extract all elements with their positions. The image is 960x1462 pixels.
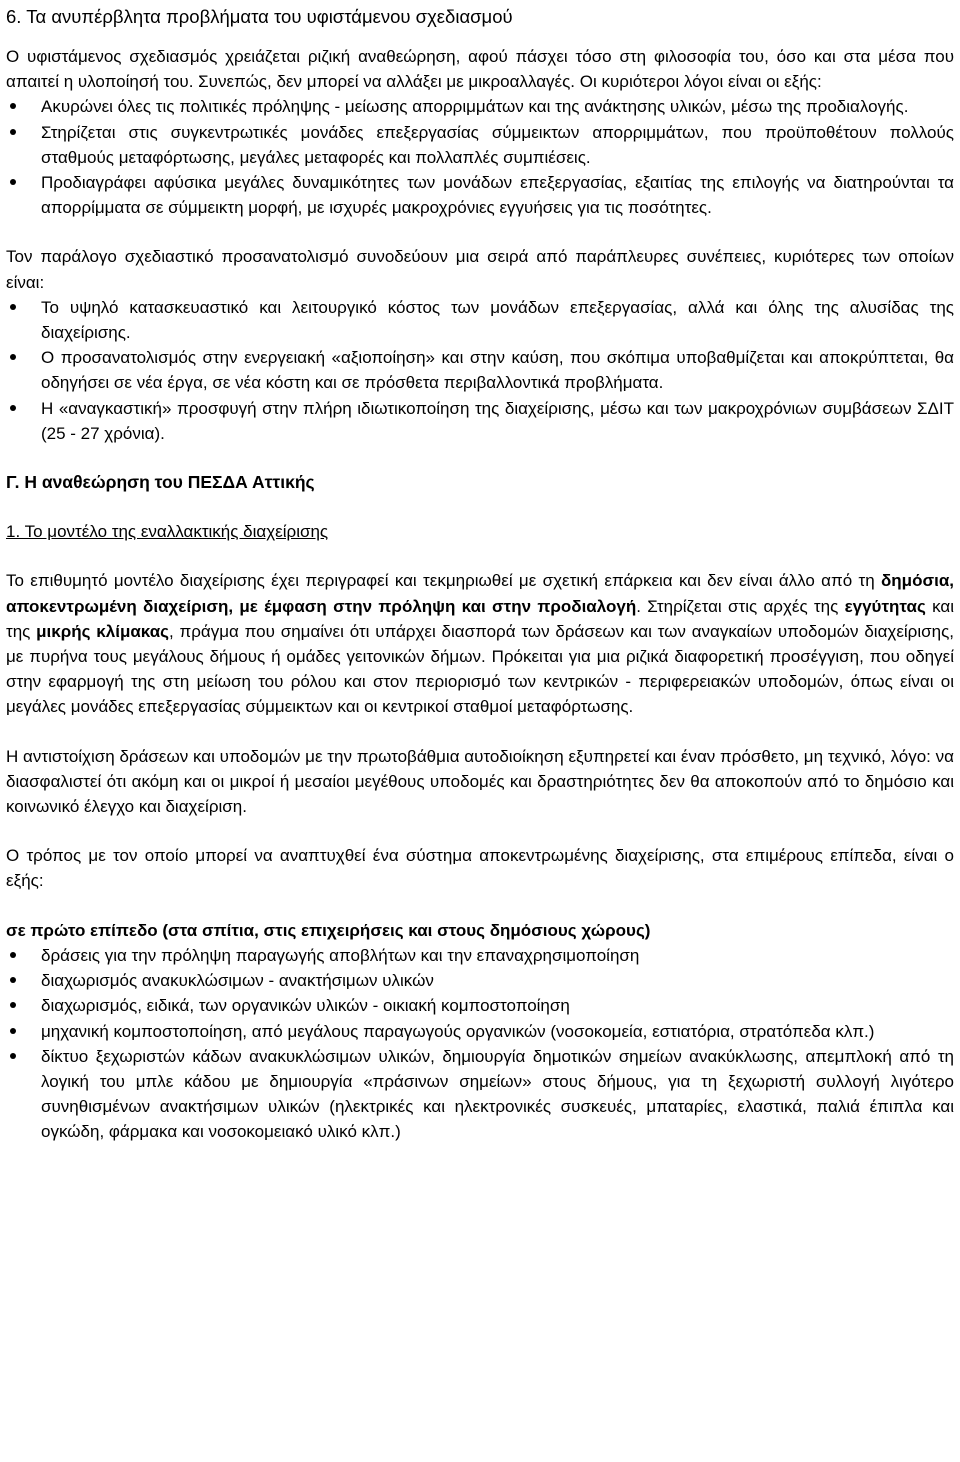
reasons-list (6, 94, 954, 220)
section-c-title: Γ. Η αναθεώρηση του ΠΕΣΔΑ Αττικής (6, 472, 315, 493)
correspondence-paragraph: Η αντιστοίχιση δράσεων και υποδομών με την πρωτοβάθμια αυτοδιοίκηση εξυπηρετεί και έναν πρόσθετο, μη τεχνικό, λόγο: να διασφαλιστεί ότι ακόμη και οι μικροί ή μεσαίοι μεγέθους υποδομές και δραστηριότητες δεν θα αποκοπούν από το δημόσιο και κοινωνικό έλεγχο και διαχείριση. (6, 746, 954, 817)
section-c-subtitle: 1. Το μοντέλο της εναλλακτικής διαχείρισης (6, 522, 329, 542)
model-bold-2: εγγύτητας (844, 596, 926, 616)
method-paragraph: Ο τρόπος με τον οποίο μπορεί να αναπτυχθεί ένα σύστημα αποκεντρωμένης διαχείρισης, στα επιμέρους επίπεδα, είναι ο εξής: (6, 846, 954, 891)
model-bold-1: δημόσια, αποκεντρωμένη διαχείριση, με έμφαση στην πρόληψη και στην προδιαλογή (6, 571, 954, 616)
list-item: μηχανική κομποστοποίηση, από μεγάλους παραγωγούς οργανικών (νοσοκομεία, εστιατόρια, στρατόπεδα κλπ.) (6, 1019, 954, 1044)
model-text-4: , πράγμα που σημαίνει ότι υπάρχει διασπορά των δράσεων και των αναγκαίων υποδομών διαχείρισης, με πυρήνα τους μεγάλους δήμους ή ομάδες γειτονικών δήμων. Πρόκειται για μια ριζικά διαφορετική προσέγγιση, που οδηγεί στην εφαρμογή της στη μείωση του ρόλου και στον περιορισμό των κεντρικών - περιφερειακών υποδομών, όπως είναι οι μεγάλες μονάδες επεξεργασίας σύμμεικτων και οι κεντρικοί σταθμοί μεταφόρτωσης. (6, 621, 954, 717)
level-1-title: σε πρώτο επίπεδο (στα σπίτια, στις επιχειρήσεις και στους δημόσιους χώρους) (6, 920, 651, 940)
list-item: Στηρίζεται στις συγκεντρωτικές μονάδες επεξεργασίας σύμμεικτων απορριμμάτων, που προϋποθέτουν πολλούς σταθμούς μεταφόρτωσης, μεγάλες μεταφορές και πολλαπλές συμπιέσεις. (6, 120, 954, 170)
consequences-intro: Τον παράλογο σχεδιαστικό προσανατολισμό συνοδεύουν μια σειρά από παράπλευρες συνέπειες, κυριότερες των οποίων είναι: (6, 247, 954, 292)
consequences-list (6, 295, 954, 446)
list-item: Η «αναγκαστική» προσφυγή στην πλήρη ιδιωτικοποίηση της διαχείρισης, μέσω και των μακροχρόνιων συμβάσεων ΣΔΙΤ (25 - 27 χρόνια). (6, 396, 954, 446)
list-item: Ακυρώνει όλες τις πολιτικές πρόληψης - μείωσης απορριμμάτων και της ανάκτησης υλικών, μέσω της προδιαλογής. (6, 94, 954, 119)
list-item: Το υψηλό κατασκευαστικό και λειτουργικό κόστος των μονάδων επεξεργασίας, αλλά και όλης της αλυσίδας της διαχείρισης. (6, 295, 954, 345)
section-6-title: 6. Τα ανυπέρβλητα προβλήματα του υφιστάμενου σχεδιασμού (6, 6, 513, 27)
list-item: δίκτυο ξεχωριστών κάδων ανακυκλώσιμων υλικών, δημιουργία δημοτικών σημείων ανακύκλωσης, απεμπλοκή από τη λογική του μπλε κάδου με δημιουργία «πράσινων σημείων» στους δήμους, για τη ξεχωριστή συλλογή λιγότερο συνηθισμένων ανακτήσιμων υλικών (ηλεκτρικές και ηλεκτρονικές συσκευές, μπαταρίες, ελαστικά, παλιά έπιπλα και ογκώδη, φάρμακα και νοσοκομειακό υλικό κλπ.) (6, 1044, 954, 1145)
model-paragraph (6, 568, 954, 719)
model-text-3: και της (6, 596, 955, 641)
list-item: διαχωρισμός, ειδικά, των οργανικών υλικών - οικιακή κομποστοποίηση (6, 993, 954, 1018)
section-6-intro: Ο υφιστάμενος σχεδιασμός χρειάζεται ριζική αναθεώρηση, αφού πάσχει τόσο στη φιλοσοφία του, όσο και στα μέσα που απαιτεί η υλοποίησή του. Συνεπώς, δεν μπορεί να αλλάξει με μικροαλλαγές. Οι κυριότεροι λόγοι είναι οι εξής: (6, 47, 954, 92)
model-bold-3: μικρής κλίμακας (36, 621, 170, 641)
level-1-list (6, 943, 954, 1145)
list-item: δράσεις για την πρόληψη παραγωγής αποβλήτων και την επαναχρησιμοποίηση (6, 943, 954, 968)
list-item: Προδιαγράφει αφύσικα μεγάλες δυναμικότητες των μονάδων επεξεργασίας, εξαιτίας της επιλογής να διατηρούνται τα απορρίμματα σε σύμμεικτη μορφή, με ισχυρές μακροχρόνιες εγγυήσεις για τις ποσότητες. (6, 170, 954, 220)
model-text-2: . Στηρίζεται στις αρχές της (636, 596, 845, 616)
list-item: Ο προσανατολισμός στην ενεργειακή «αξιοποίηση» και στην καύση, που σκόπιμα υποβαθμίζεται και αποκρύπτεται, θα οδηγήσει σε νέα έργα, σε νέα κόστη και σε πρόσθετα περιβαλλοντικά προβλήματα. (6, 345, 954, 395)
list-item: διαχωρισμός ανακυκλώσιμων - ανακτήσιμων υλικών (6, 968, 954, 993)
model-text-1: Το επιθυμητό μοντέλο διαχείρισης έχει περιγραφεί και τεκμηριωθεί με σχετική επάρκεια και δεν είναι άλλο από τη (6, 571, 881, 591)
